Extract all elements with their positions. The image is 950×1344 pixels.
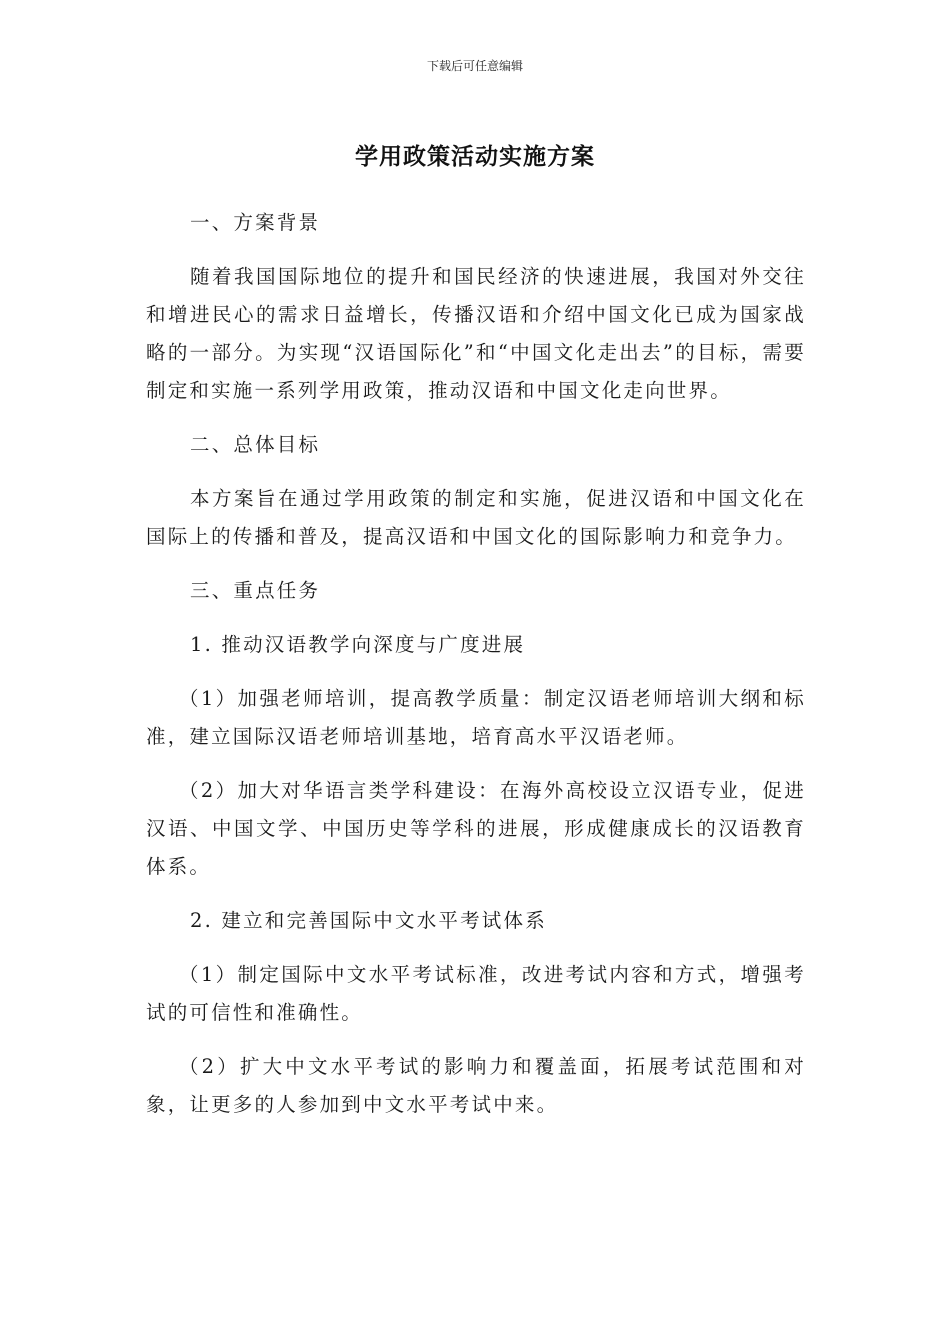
task-heading-2: 2. 建立和完善国际中文水平考试体系 [190,909,547,932]
task-2-item-2: （2）扩大中文水平考试的影响力和覆盖面，拓展考试范围和对象，让更多的人参加到中文水平考试中来。 [146,1055,806,1116]
task-1-item-1: （1）加强老师培训，提高教学质量：制定汉语老师培训大纲和标准，建立国际汉语老师培训基地，培育高水平汉语老师。 [146,687,806,748]
header-note: 下载后可任意编辑 [426,59,523,73]
document-body [146,204,806,1140]
section-heading-goals: 二、总体目标 [190,433,321,456]
section-heading-background: 一、方案背景 [190,211,321,234]
task-2-item-1: （1）制定国际中文水平考试标准，改进考试内容和方式，增强考试的可信性和准确性。 [146,963,806,1024]
section-body-goals: 本方案旨在通过学用政策的制定和实施，促进汉语和中国文化在国际上的传播和普及，提高汉语和中国文化的国际影响力和竞争力。 [146,487,806,548]
task-heading-1: 1. 推动汉语教学向深度与广度进展 [190,633,526,656]
section-body-background: 随着我国国际地位的提升和国民经济的快速进展，我国对外交往和增进民心的需求日益增长，传播汉语和介绍中国文化已成为国家战略的一部分。为实现“汉语国际化”和“中国文化走出去”的目标，需要制定和实施一系列学用政策，推动汉语和中国文化走向世界。 [146,265,806,402]
document-title: 学用政策活动实施方案 [355,144,595,170]
task-1-item-2: （2）加大对华语言类学科建设：在海外高校设立汉语专业，促进汉语、中国文学、中国历史等学科的进展，形成健康成长的汉语教育体系。 [146,779,806,878]
section-heading-tasks: 三、重点任务 [190,579,321,602]
